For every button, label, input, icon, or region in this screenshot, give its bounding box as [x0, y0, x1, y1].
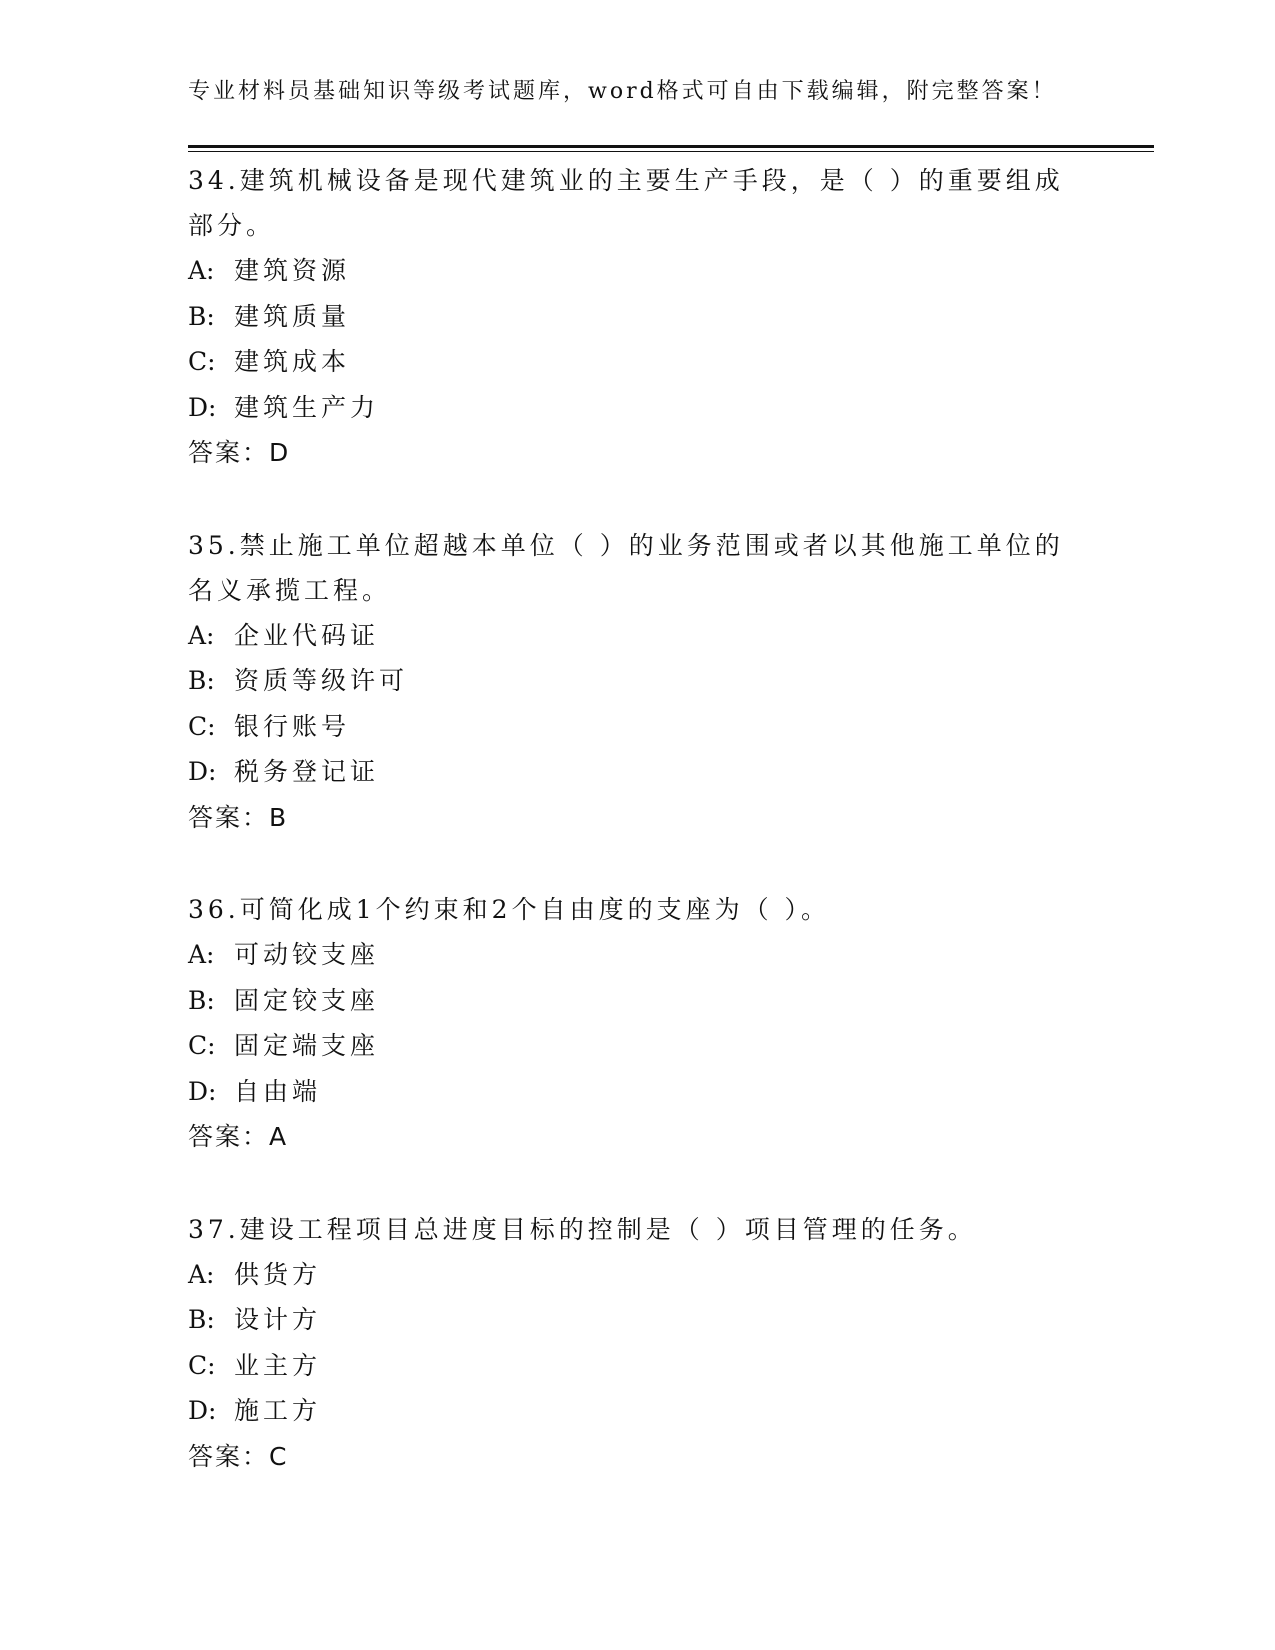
header-rule-thin [188, 151, 1154, 152]
answer: 答案：A [188, 1122, 289, 1151]
question-text-cont: 名义承揽工程。 [188, 575, 392, 605]
page-header: 专业材料员基础知识等级考试题库，word格式可自由下载编辑，附完整答案！ [188, 79, 1057, 104]
option-c: C: 银行账号 [188, 711, 351, 741]
header-rule-thick [188, 145, 1154, 148]
option-c: C: 固定端支座 [188, 1031, 380, 1060]
option-a: A: 企业代码证 [188, 620, 380, 650]
option-b: B: 建筑质量 [188, 301, 351, 331]
option-c: C: 建筑成本 [188, 347, 351, 376]
option-b: B: 设计方 [188, 1305, 322, 1334]
question-34 [188, 158, 1088, 476]
option-d: D: 税务登记证 [188, 757, 380, 786]
option-d: D: 施工方 [188, 1396, 322, 1425]
question-text: 35.禁止施工单位超越本单位（ ）的业务范围或者以其他施工单位的 [188, 530, 1064, 560]
answer: 答案：D [188, 438, 291, 467]
option-b: B: 固定铰支座 [188, 985, 380, 1015]
option-a: A: 可动铰支座 [188, 940, 380, 969]
question-text: 36.可简化成1个约束和2个自由度的支座为（ ）。 [188, 895, 831, 924]
question-text: 37.建设工程项目总进度目标的控制是（ ）项目管理的任务。 [188, 1214, 977, 1244]
option-a: A: 建筑资源 [188, 256, 351, 285]
option-d: D: 自由端 [188, 1076, 322, 1106]
question-37 [188, 1207, 1088, 1480]
question-list [188, 158, 1088, 1526]
option-d: D: 建筑生产力 [188, 392, 380, 422]
question-35 [188, 523, 1088, 841]
answer: 答案：C [188, 1441, 289, 1471]
option-b: B: 资质等级许可 [188, 666, 409, 695]
option-a: A: 供货方 [188, 1259, 322, 1289]
question-text: 34.建筑机械设备是现代建筑业的主要生产手段，是（ ）的重要组成 [188, 166, 1064, 195]
question-text-cont: 部分。 [188, 211, 276, 240]
answer: 答案：B [188, 802, 289, 832]
option-c: C: 业主方 [188, 1350, 322, 1380]
question-36 [188, 887, 1088, 1160]
